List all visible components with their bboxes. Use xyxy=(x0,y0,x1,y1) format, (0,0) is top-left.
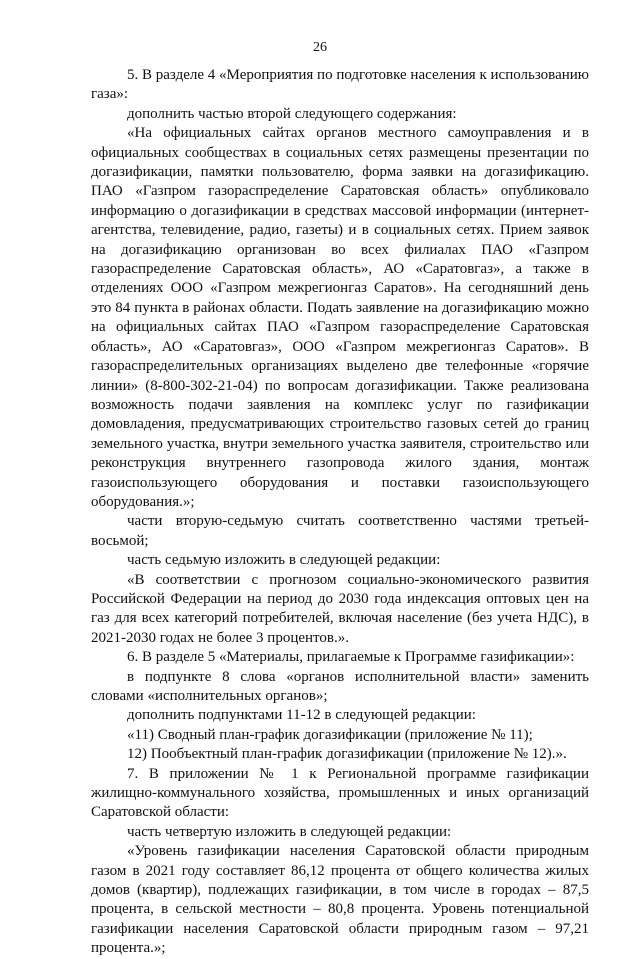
paragraph-subpoint-8-replace: в подпункте 8 слова «органов исполнительной власти» заменить словами «исполнительных органов»; xyxy=(91,668,589,704)
paragraph-subpoint-12: 12) Пообъектный план-график догазификации (приложение № 12).». xyxy=(127,746,567,763)
paragraph-add-subpoints: дополнить подпунктами 11-12 в следующей редакции: xyxy=(127,707,476,724)
document-body xyxy=(91,66,589,959)
paragraph-add-part-two: дополнить частью второй следующего содержания: xyxy=(127,105,457,122)
paragraph-part-four-edit: часть четвертую изложить в следующей редакции: xyxy=(127,823,452,840)
paragraph-quote-dogazification-info: «На официальных сайтах органов местного самоуправления и в официальных сообществах в социальных сетях размещены презентации по догазификации, памятки пользователю, форма заявки на догазификацию. ПАО «Газпром газораспределение Саратовская область» опубликовало информацию о догазификации в средствах массовой информации (интернет-агентства, телевидение, радио, газеты) и в социальных сетях. Прием заявок на догазификацию организован во всех филиалах ПАО «Газпром газораспределение Саратовская область», АО «Саратовгаз», а также в отделениях ООО «Газпром межрегионгаз Саратов». На сегодняшний день это 84 пункта в районах области. Подать заявление на догазификацию можно на официальных сайтах ПАО «Газпром газораспределение Саратовская область», АО «Саратовгаз», ООО «Газпром межрегионгаз Саратов». В газораспределительных организациях выделено две телефонные «горячие линии» (8-800-302-21-04) по вопросам догазификации. Также реализована возможность подачи заявления на комплекс услуг по газификации домовладения, предусматривающих строительство газовых сетей до границ земельного участка, внутри земельного участка заявителя, строительство или реконструкция внутреннего газопровода жилого здания, монтаж газоиспользующего оборудования и поставки газоиспользующего оборудования.»; xyxy=(91,125,589,510)
paragraph-part-seven-edit: часть седьмую изложить в следующей редакции: xyxy=(127,552,441,569)
paragraph-appendix-1-heading: 7. В приложении № 1 к Региональной программе газификации жилищно-коммунального хозяйства, промышленных и иных организаций Саратовской области: xyxy=(91,765,589,821)
paragraph-quote-gasification-level: «Уровень газификации населения Саратовской области природным газом в 2021 году составляет 86,12 процента от общего количества жилых домов (квартир), подлежащих газификации, в том числе в городах – 87,5 процента, в сельской местности – 80,8 процента. Уровень потенциальной газификации населения Саратовской области природным газом – 97,21 процента.»; xyxy=(91,843,589,957)
page-number: 26 xyxy=(313,40,327,55)
paragraph-section-5-heading: 6. В разделе 5 «Материалы, прилагаемые к Программе газификации»: xyxy=(127,649,575,666)
paragraph-quote-price-indexation: «В соответствии с прогнозом социально-экономического развития Российской Федерации на период до 2030 года индексация оптовых цен на газ для всех категорий потребителей, включая население (без учета НДС), в 2021-2030 годах не более 3 процентов.». xyxy=(91,571,589,646)
paragraph-renumber-parts: части вторую-седьмую считать соответственно частями третьей-восьмой; xyxy=(91,513,589,549)
paragraph-subpoint-11: «11) Сводный план-график догазификации (приложение № 11); xyxy=(127,726,533,743)
paragraph-section-4-heading: 5. В разделе 4 «Мероприятия по подготовке населения к использованию газа»: xyxy=(91,67,589,103)
